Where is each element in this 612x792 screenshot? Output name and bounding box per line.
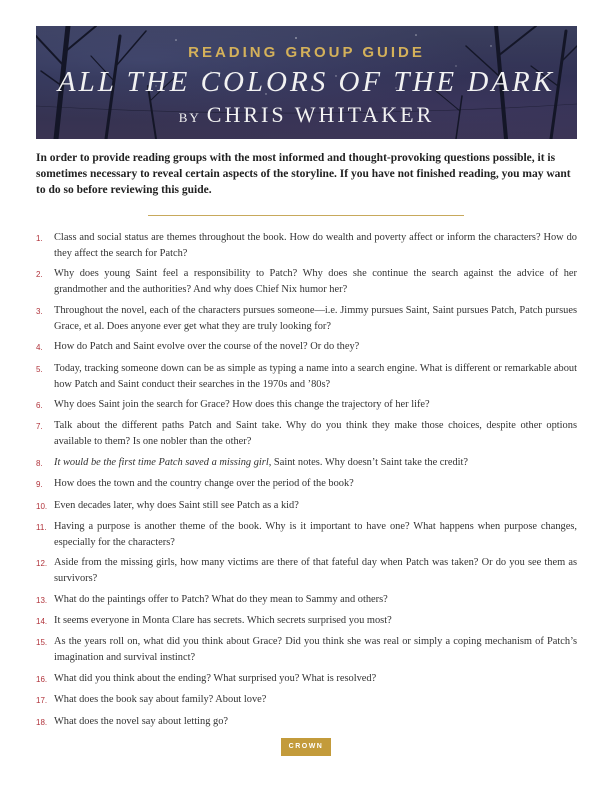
- question-number: 12.: [36, 559, 48, 569]
- section-divider: [148, 215, 464, 216]
- question-item: [36, 266, 577, 298]
- question-number: 7.: [36, 422, 43, 432]
- question-item: [36, 692, 577, 709]
- question-text: What does the book say about family? About love?: [54, 694, 267, 706]
- question-item: [36, 339, 577, 356]
- question-text: Aside from the missing girls, how many victims are there of that fateful day when Patch was taken? Or do you see them as survivors?: [54, 557, 577, 585]
- question-text: What does the novel say about letting go?: [54, 715, 228, 727]
- question-item: [36, 303, 577, 335]
- question-item: [36, 230, 577, 262]
- question-number: 3.: [36, 306, 43, 316]
- question-text: What do the paintings offer to Patch? What do they mean to Sammy and others?: [54, 593, 388, 605]
- question-text: Having a purpose is another theme of the book. Why is it important to have one? What happens when purpose changes, especially for the characters?: [54, 520, 577, 548]
- question-text: Why does young Saint feel a responsibility to Patch? Why does she continue the search against the advice of her grandmother and the authorities? And why does Chief Nix humor her?: [54, 268, 577, 296]
- question-number: 13.: [36, 595, 48, 605]
- question-text: How does the town and the country change over the period of the book?: [54, 478, 354, 490]
- question-number: 16.: [36, 674, 48, 684]
- question-text: Why does Saint join the search for Grace? How does this change the trajectory of her life?: [54, 398, 430, 410]
- question-number: 5.: [36, 364, 43, 374]
- question-number: 10.: [36, 501, 48, 511]
- book-title: ALL THE COLORS OF THE DARK: [57, 66, 556, 98]
- question-number: 4.: [36, 343, 43, 353]
- question-item: [36, 476, 577, 493]
- question-number: 2.: [36, 270, 43, 280]
- book-quote: It would be the first time Patch saved a missing girl: [54, 456, 269, 468]
- question-text: Class and social status are themes throughout the book. How do wealth and poverty affect or inform the characters? How do they affect the search for Patch?: [54, 232, 577, 259]
- question-number: 9.: [36, 480, 43, 490]
- question-item: [36, 613, 577, 630]
- question-number: 6.: [36, 400, 43, 410]
- crown-publisher-logo: CROWN: [281, 738, 331, 756]
- question-text: [54, 455, 577, 472]
- question-text: Today, tracking someone down can be as simple as typing a name into a search engine. What is different or remarkable about how Patch and Saint conduct their searches in the 1970s and ’80s?: [54, 362, 577, 390]
- question-number: 8.: [36, 458, 43, 468]
- question-number: 15.: [36, 638, 48, 648]
- question-item: [36, 592, 577, 609]
- question-item: [36, 455, 577, 472]
- author-name: CHRIS WHITAKER: [206, 102, 435, 127]
- question-item: [36, 714, 577, 731]
- question-item: [36, 418, 577, 450]
- question-number: 17.: [36, 696, 48, 706]
- question-text: What did you think about the ending? What surprised you? What is resolved?: [54, 672, 377, 684]
- spoiler-notice: In order to provide reading groups with the most informed and thought-provoking questions possible, it is sometimes necessary to reveal certain aspects of the storyline. If you have not finished reading, you may want to do so before reviewing this guide.: [36, 152, 571, 196]
- question-item: [36, 498, 577, 515]
- question-number: 11.: [36, 522, 47, 532]
- question-text-rest: , Saint notes. Why doesn’t Saint take the credit?: [268, 456, 469, 468]
- question-item: [36, 519, 577, 551]
- question-text: It seems everyone in Monta Clare has secrets. Which secrets surprised you most?: [54, 615, 392, 627]
- question-number: 14.: [36, 617, 48, 627]
- question-item: [36, 671, 577, 688]
- question-text: Even decades later, why does Saint still see Patch as a kid?: [54, 499, 299, 511]
- question-text: How do Patch and Saint evolve over the course of the novel? Or do they?: [54, 341, 360, 353]
- author-byline: [36, 102, 577, 128]
- question-item: [36, 634, 577, 666]
- question-number: 18.: [36, 717, 48, 727]
- question-text: Throughout the novel, each of the characters pursues someone—i.e. Jimmy pursues Saint, Saint pursues Patch, Patch pursues Grace, et al. Does anyone ever get what they are truly looking for?: [54, 304, 577, 332]
- question-text: As the years roll on, what did you think about Grace? Did you think she was real or simply a coping mechanism of Patch’s imagination and survival instinct?: [54, 636, 577, 664]
- question-text: Talk about the different paths Patch and Saint take. Why do you think they make those choices, despite other options available to them? Is one nobler than the other?: [54, 420, 577, 448]
- guide-kicker: READING GROUP GUIDE: [188, 44, 425, 61]
- discussion-questions: [36, 230, 577, 735]
- question-number: 1.: [36, 234, 43, 243]
- question-item: [36, 361, 577, 393]
- question-item: [36, 397, 577, 414]
- byline-by: BY: [178, 110, 201, 125]
- header-banner: [36, 26, 577, 139]
- question-item: [36, 555, 577, 587]
